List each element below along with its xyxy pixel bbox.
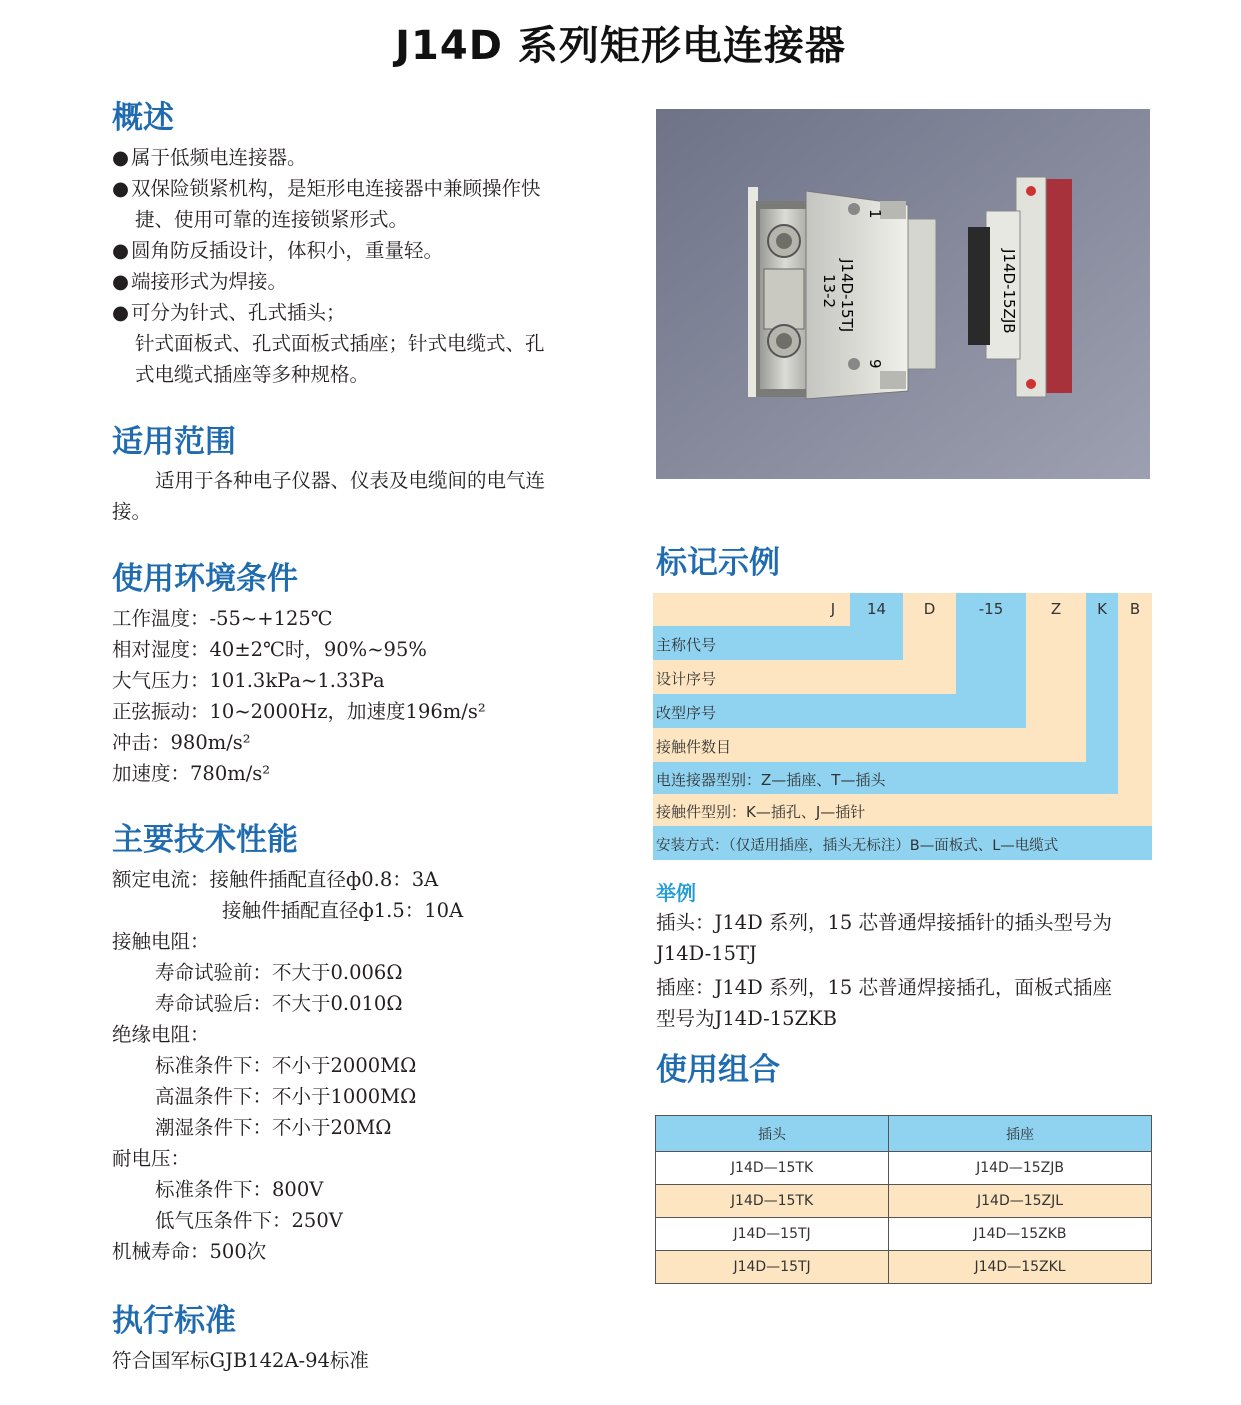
standard-text: 符合国军标GJB142A-94标准 (112, 1349, 369, 1372)
performance-heading: 主要技术性能 (112, 822, 298, 858)
marking-row-label: 改型序号 (656, 704, 717, 722)
plug-code-label: J14D-15TJ (838, 259, 856, 333)
marking-heading: 标记示例 (656, 545, 780, 581)
marking-row-label: 主称代号 (656, 636, 717, 654)
cell-plug: J14D—15TK (656, 1152, 889, 1185)
code-j: J (830, 600, 836, 618)
env-line: 冲击：980m/s² (112, 731, 251, 754)
header-plug: 插头 (656, 1116, 889, 1152)
page-title: J14D 系列矩形电连接器 (395, 23, 846, 69)
env-line: 大气压力：101.3kPa~1.33Pa (112, 669, 385, 692)
marking-row-label: 设计序号 (656, 670, 717, 688)
cell-plug: J14D—15TK (656, 1185, 889, 1218)
marking-row-label: 接触件数目 (656, 738, 732, 756)
table-header-row (656, 1116, 1152, 1152)
marking-row-label: 接触件型别：K—插孔、J—插针 (656, 803, 866, 821)
table-row (656, 1251, 1152, 1284)
perf-line: 标准条件下：800V (155, 1178, 324, 1201)
perf-line: 接触电阻： (112, 930, 210, 953)
overview-line: ● 双保险锁紧机构，是矩形电连接器中兼顾操作快 (112, 173, 541, 204)
perf-line: 寿命试验后：不大于0.010Ω (155, 992, 403, 1015)
perf-line: 潮湿条件下：不小于20MΩ (155, 1116, 392, 1139)
cell-plug: J14D—15TJ (656, 1251, 889, 1284)
overview-line: 式电缆式插座等多种规格。 (135, 363, 370, 386)
scope-line: 适用于各种电子仪器、仪表及电缆间的电气连 (155, 469, 546, 492)
env-line: 加速度：780m/s² (112, 762, 271, 785)
overview-line: ● 属于低频电连接器。 (112, 142, 307, 173)
perf-line: 绝缘电阻： (112, 1023, 210, 1046)
overview-line: ● 端接形式为焊接。 (112, 266, 287, 297)
example-line: J14D-15TJ (656, 942, 757, 965)
code-15: -15 (978, 600, 1004, 618)
perf-line: 寿命试验前：不大于0.006Ω (155, 961, 403, 984)
plug-num-9: 9 (866, 359, 884, 369)
combination-heading: 使用组合 (656, 1052, 780, 1088)
code-b: B (1129, 600, 1141, 618)
environment-heading: 使用环境条件 (112, 561, 298, 597)
overview-line: 捷、使用可靠的连接锁紧形式。 (135, 208, 409, 231)
product-photo (656, 109, 1150, 479)
cell-socket: J14D—15ZJB (889, 1152, 1152, 1185)
example-heading: 举例 (656, 881, 696, 905)
env-line: 相对湿度：40±2℃时，90%~95% (112, 638, 427, 661)
example-line: 插头：J14D 系列，15 芯普通焊接插针的插头型号为 (656, 911, 1112, 934)
example-line: 型号为J14D-15ZKB (656, 1007, 837, 1030)
scope-line: 接。 (112, 500, 152, 523)
scope-heading: 适用范围 (112, 424, 236, 460)
table-row (656, 1185, 1152, 1218)
standard-heading: 执行标准 (112, 1303, 236, 1339)
perf-line: 低气压条件下：250V (155, 1209, 343, 1232)
perf-line: 接触件插配直径ф1.5：10A (222, 899, 464, 922)
overview-heading: 概述 (112, 100, 174, 136)
perf-line: 耐电压： (112, 1147, 191, 1170)
example-line: 插座：J14D 系列，15 芯普通焊接插孔，面板式插座 (656, 976, 1112, 999)
table-row (656, 1152, 1152, 1185)
cell-socket: J14D—15ZJL (889, 1185, 1152, 1218)
cell-plug: J14D—15TJ (656, 1218, 889, 1251)
cell-socket: J14D—15ZKL (889, 1251, 1152, 1284)
overview-line: ● 圆角防反插设计，体积小，重量轻。 (112, 235, 443, 266)
socket-code-label: J14D-15ZJB (1000, 249, 1018, 334)
overview-line: ● 可分为针式、孔式插头； (112, 297, 346, 328)
overview-line: 针式面板式、孔式面板式插座；针式电缆式、孔 (135, 332, 545, 355)
marking-row-label: 电连接器型别：Z—插座、T—插头 (656, 771, 886, 789)
header-socket: 插座 (889, 1116, 1152, 1152)
perf-line: 高温条件下：不小于1000MΩ (155, 1085, 417, 1108)
perf-line: 标准条件下：不小于2000MΩ (155, 1054, 417, 1077)
code-k: K (1097, 600, 1107, 618)
combination-table (655, 1115, 1152, 1284)
table-row (656, 1218, 1152, 1251)
code-d: D (923, 600, 936, 618)
env-line: 正弦振动：10~2000Hz，加速度196m/s² (112, 700, 486, 723)
marking-diagram (653, 593, 1152, 860)
connector-illustration (656, 109, 1150, 479)
code-14: 14 (866, 600, 887, 618)
code-z: Z (1050, 600, 1062, 618)
plug-num-1: 1 (866, 209, 884, 219)
plug-sub-label: 13-2 (820, 274, 838, 309)
perf-line: 额定电流：接触件插配直径ф0.8：3A (112, 868, 439, 891)
perf-line: 机械寿命：500次 (112, 1240, 267, 1263)
env-line: 工作温度：-55~+125℃ (112, 607, 333, 630)
cell-socket: J14D—15ZKB (889, 1218, 1152, 1251)
marking-row-label: 安装方式：（仅适用插座，插头无标注）B—面板式、L—电缆式 (656, 838, 1059, 854)
